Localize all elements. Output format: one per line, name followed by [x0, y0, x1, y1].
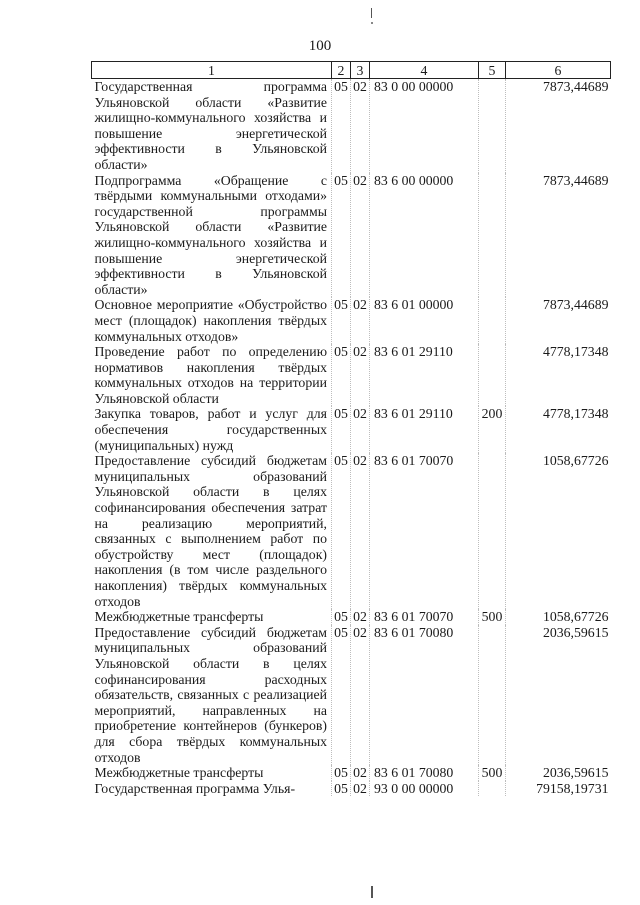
row-amount: 4778,17348 [506, 344, 611, 406]
row-description: Проведение работ по определению нормативов накопления твёрдых коммунальных отходов на территории Ульяновской области [94, 344, 327, 406]
row-amount: 4778,17348 [506, 406, 611, 453]
row-subsection: 02 [351, 625, 370, 765]
table-row [92, 625, 611, 765]
row-subsection: 02 [351, 344, 370, 406]
row-description: Закупка товаров, работ и услуг для обеспечения государственных (муниципальных) нужд [94, 406, 327, 453]
table-row [92, 453, 611, 609]
row-target-code: 83 6 01 70070 [370, 609, 479, 625]
table-row [92, 406, 611, 453]
row-expense-type [479, 297, 506, 344]
header-row [92, 62, 611, 79]
row-section: 05 [332, 609, 351, 625]
table-row [92, 781, 611, 797]
row-section: 05 [332, 625, 351, 765]
row-subsection: 02 [351, 765, 370, 781]
row-expense-type [479, 344, 506, 406]
row-description: Государственная программа Ульяновской области «Развитие жилищно-коммунального хозяйства и повышение энергетической эффективности в Ульяновской области» [94, 79, 327, 172]
scan-mark-top [371, 8, 372, 18]
row-amount: 7873,44689 [506, 173, 611, 298]
row-amount: 2036,59615 [506, 625, 611, 765]
row-amount: 1058,67726 [506, 609, 611, 625]
column-header: 6 [506, 62, 611, 79]
page-number: 100 [308, 38, 332, 54]
row-section: 05 [332, 173, 351, 298]
row-section: 05 [332, 765, 351, 781]
row-amount: 7873,44689 [506, 297, 611, 344]
row-description: Межбюджетные трансферты [94, 765, 264, 781]
row-amount: 79158,19731 [506, 781, 611, 797]
row-target-code: 83 0 00 00000 [370, 79, 479, 173]
scan-dot [371, 22, 373, 24]
row-amount: 1058,67726 [506, 453, 611, 609]
row-description: Межбюджетные трансферты [94, 609, 264, 625]
row-section: 05 [332, 79, 351, 173]
row-expense-type [479, 173, 506, 298]
row-target-code: 83 6 01 70070 [370, 453, 479, 609]
row-target-code: 83 6 01 70080 [370, 625, 479, 765]
table-row [92, 79, 611, 173]
row-target-code: 83 6 00 00000 [370, 173, 479, 298]
row-expense-type: 500 [479, 609, 506, 625]
budget-table [91, 61, 611, 796]
row-subsection: 02 [351, 609, 370, 625]
row-subsection: 02 [351, 453, 370, 609]
row-section: 05 [332, 297, 351, 344]
row-subsection: 02 [351, 406, 370, 453]
row-target-code: 83 6 01 00000 [370, 297, 479, 344]
row-target-code: 83 6 01 70080 [370, 765, 479, 781]
row-expense-type: 200 [479, 406, 506, 453]
row-target-code: 83 6 01 29110 [370, 344, 479, 406]
table-row [92, 765, 611, 781]
row-target-code: 93 0 00 00000 [370, 781, 479, 797]
row-amount: 7873,44689 [506, 79, 611, 173]
row-expense-type [479, 781, 506, 797]
column-header: 4 [370, 62, 479, 79]
row-section: 05 [332, 406, 351, 453]
table-row [92, 297, 611, 344]
scan-mark-bottom [371, 886, 373, 898]
column-header: 1 [92, 62, 332, 79]
row-target-code: 83 6 01 29110 [370, 406, 479, 453]
column-header: 5 [479, 62, 506, 79]
table-body [92, 79, 611, 797]
row-subsection: 02 [351, 297, 370, 344]
column-header: 2 [332, 62, 351, 79]
row-section: 05 [332, 453, 351, 609]
table-row [92, 344, 611, 406]
row-subsection: 02 [351, 173, 370, 298]
row-subsection: 02 [351, 79, 370, 173]
row-amount: 2036,59615 [506, 765, 611, 781]
row-description: Предоставление субсидий бюджетам муниципальных образований Ульяновской области в целях софинансирования обеспечения затрат на реализацию мероприятий, связанных с выполнением работ по обустройству мест (площадок) накопления (в том числе раздельного накопления) твёрдых коммунальных отходов [94, 453, 327, 609]
row-expense-type: 500 [479, 765, 506, 781]
row-description: Предоставление субсидий бюджетам муниципальных образований Ульяновской области в целях софинансирования расходных обязательств, связанных с реализацией мероприятий, направленных на приобретение контейнеров (бункеров) для сбора твёрдых коммунальных отходов [94, 624, 327, 765]
column-header: 3 [351, 62, 370, 79]
row-description: Государственная программа Улья- [94, 780, 296, 796]
row-subsection: 02 [351, 781, 370, 797]
row-description: Подпрограмма «Обращение с твёрдыми коммунальными отходами» государственной программы Ульяновской области «Развитие жилищно-коммунального хозяйства и повышение энергетической эффективности в Ульяновской области» [94, 172, 327, 297]
row-section: 05 [332, 344, 351, 406]
row-expense-type [479, 625, 506, 765]
row-section: 05 [332, 781, 351, 797]
row-expense-type [479, 79, 506, 173]
table-row [92, 173, 611, 298]
row-expense-type [479, 453, 506, 609]
table-row [92, 609, 611, 625]
row-description: Основное мероприятие «Обустройство мест (площадок) накопления твёрдых коммунальных отходов» [94, 297, 327, 344]
